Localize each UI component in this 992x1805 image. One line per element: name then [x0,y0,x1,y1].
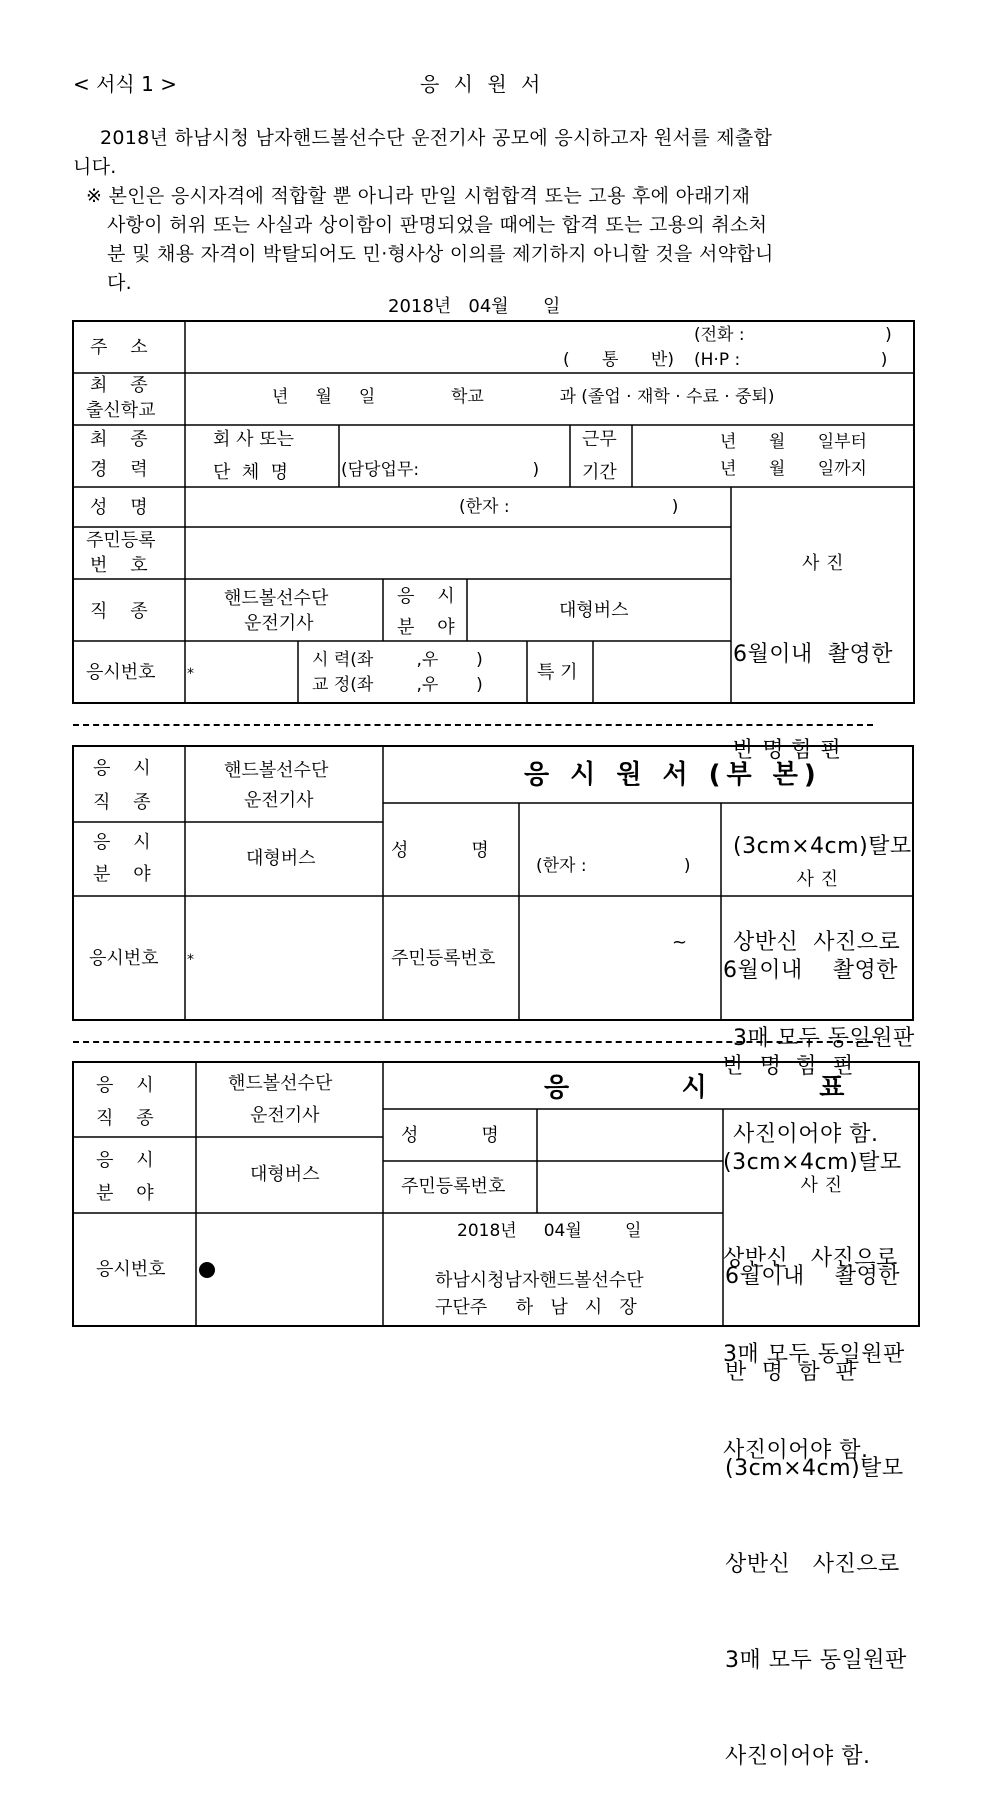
field-value: 대형버스 [559,600,629,621]
form2-rrn-label: 주민등록번호 [391,948,496,969]
rrn-label-1: 주민등록 [86,530,156,551]
job-value-1: 핸드볼선수단 [224,588,329,609]
photo-instruction: 사진이어야 함. [725,1744,871,1769]
address-label: 주 소 [90,337,148,358]
form3-job-value-1: 핸드볼선수단 [228,1073,333,1094]
form3-field-label-2: 분 야 [96,1183,154,1204]
form3-title: 응 시 표 [544,1073,847,1103]
photo-instruction: 사진이어야 함. [733,1122,879,1147]
notice-line-1: ※ 본인은 응시자격에 적합할 뿐 아니라 만일 시험합격 또는 고용 후에 아래기재 [86,185,751,207]
photo-instruction: (3cm×4cm)탈모 [725,1456,904,1481]
period-label-2: 기간 [582,462,617,483]
form3-job-label-2: 직 종 [96,1108,154,1129]
photo-instruction: 6월이내 촬영한 [725,1264,900,1289]
job-value-2: 운전기사 [244,613,314,634]
name-label: 성 명 [90,497,148,518]
form3-issuer-1: 하남시청남자핸드볼선수단 [435,1270,644,1291]
form3-date: 2018년 04월 일 [457,1221,642,1241]
school-label-2: 출신학교 [86,400,156,421]
form2-hanja-field[interactable]: (한자 : ) [536,856,691,876]
notice-line-4: 다. [107,272,132,294]
form3-rrn-label: 주민등록번호 [401,1176,506,1197]
hanja-field[interactable]: (한자 : ) [459,497,679,517]
duty-field[interactable]: (담당업무: ) [341,460,540,480]
company-label-2: 단 체 명 [213,462,289,483]
photo-instruction: 반 명 함 판 [723,1054,855,1079]
intro-line-2: 니다. [73,156,117,178]
photo-instruction: 3매 모두 동일원판 [723,1342,905,1367]
form3-job-label-1: 응 시 [96,1075,154,1096]
photo-instruction: 반 명 함 판 [733,738,843,763]
form2-field-value: 대형버스 [246,848,316,869]
rrn-label-2: 번 호 [90,555,148,576]
exam-number-label: 응시번호 [86,662,156,683]
page-title: 응 시 원 서 [420,72,545,96]
form2-exam-number-value: * [187,952,194,968]
intro-line-1: 2018년 하남시청 남자핸드볼선수단 운전기사 공모에 응시하고자 원서를 제출합 [100,127,773,149]
field-label-1: 응 시 [397,586,455,607]
form3-job-value-2: 운전기사 [250,1105,320,1126]
exam-number-value: * [187,666,194,682]
form-label: < 서식 1 > [73,72,177,96]
photo-instruction: 6월이내 촬영한 [723,958,898,983]
form3-exam-number-label: 응시번호 [96,1259,166,1280]
company-label-1: 회 사 또는 [213,429,294,450]
career-label-1: 최 종 [90,429,148,450]
form2-field-label-1: 응 시 [93,832,151,853]
photo-instruction: 상반신 사진으로 [723,1246,898,1271]
notice-line-3: 분 및 채용 자격이 박탈되어도 민·형사상 이의를 제기하지 아니할 것을 서약합니 [107,243,774,265]
form3-photo-box [725,1111,918,1805]
phone-field[interactable]: (전화 : ) [694,325,892,345]
period-to-field[interactable]: 년 월 일까지 [720,459,867,479]
application-date: 2018년 04월 일 [388,296,561,317]
form2-job-value-1: 핸드볼선수단 [224,760,329,781]
photo-instruction: 반 명 함 판 [725,1360,857,1385]
form3-field-value: 대형버스 [250,1164,320,1185]
form2-job-label-1: 응 시 [93,758,151,779]
photo-instruction: 상반신 사진으로 [725,1552,900,1577]
notice-line-2: 사항이 허위 또는 사실과 상이함이 판명되었을 때에는 합격 또는 고용의 취소처 [107,214,768,236]
form3-field-label-1: 응 시 [96,1150,154,1171]
form2-rrn-field[interactable]: ~ [672,932,688,953]
photo-instruction: 3매 모두 동일원판 [733,1026,915,1051]
photo-instruction: 6월이내 촬영한 [733,642,893,667]
tong-ban-field[interactable]: ( 통 반) [563,350,674,370]
period-label-1: 근무 [582,429,617,450]
correction-field[interactable]: 교 정(좌 ,우 ) [312,675,483,695]
photo-instruction: (3cm×4cm)탈모 [723,1150,902,1175]
mobile-field[interactable]: (H·P : ) [694,350,888,370]
period-from-field[interactable]: 년 월 일부터 [720,432,867,452]
form3-name-label: 성 명 [401,1125,499,1146]
photo-title: 사 진 [802,553,844,574]
vision-field[interactable]: 시 력(좌 ,우 ) [312,650,483,670]
photo-instruction: 상반신 사진으로 [733,930,901,955]
field-label-2: 분 야 [397,617,455,638]
photo-title: 사 진 [800,1175,843,1196]
photo-instruction: 3매 모두 동일원판 [725,1648,907,1673]
photo-title: 사 진 [796,869,839,890]
form3-issuer-2: 구단주 하 남 시 장 [435,1297,637,1318]
school-field[interactable]: 년 월 일 학교 과 (졸업 · 재학 · 수료 · 중퇴) [272,387,775,407]
form2-exam-number-label: 응시번호 [89,948,159,969]
form2-name-label: 성 명 [391,840,489,861]
job-label: 직 종 [90,601,148,622]
form2-job-value-2: 운전기사 [244,790,314,811]
photo-instruction: (3cm×4cm)탈모 [733,834,912,859]
form2-job-label-2: 직 종 [93,792,151,813]
exam-number-dot [199,1262,215,1278]
career-label-2: 경 력 [90,459,148,480]
form2-field-label-2: 분 야 [93,864,151,885]
photo-instruction: 사진이어야 함. [723,1438,869,1463]
form2-title: 응 시 원 서 (부 본) [524,760,822,790]
special-skill-label: 특 기 [537,662,578,683]
school-label-1: 최 종 [90,375,148,396]
